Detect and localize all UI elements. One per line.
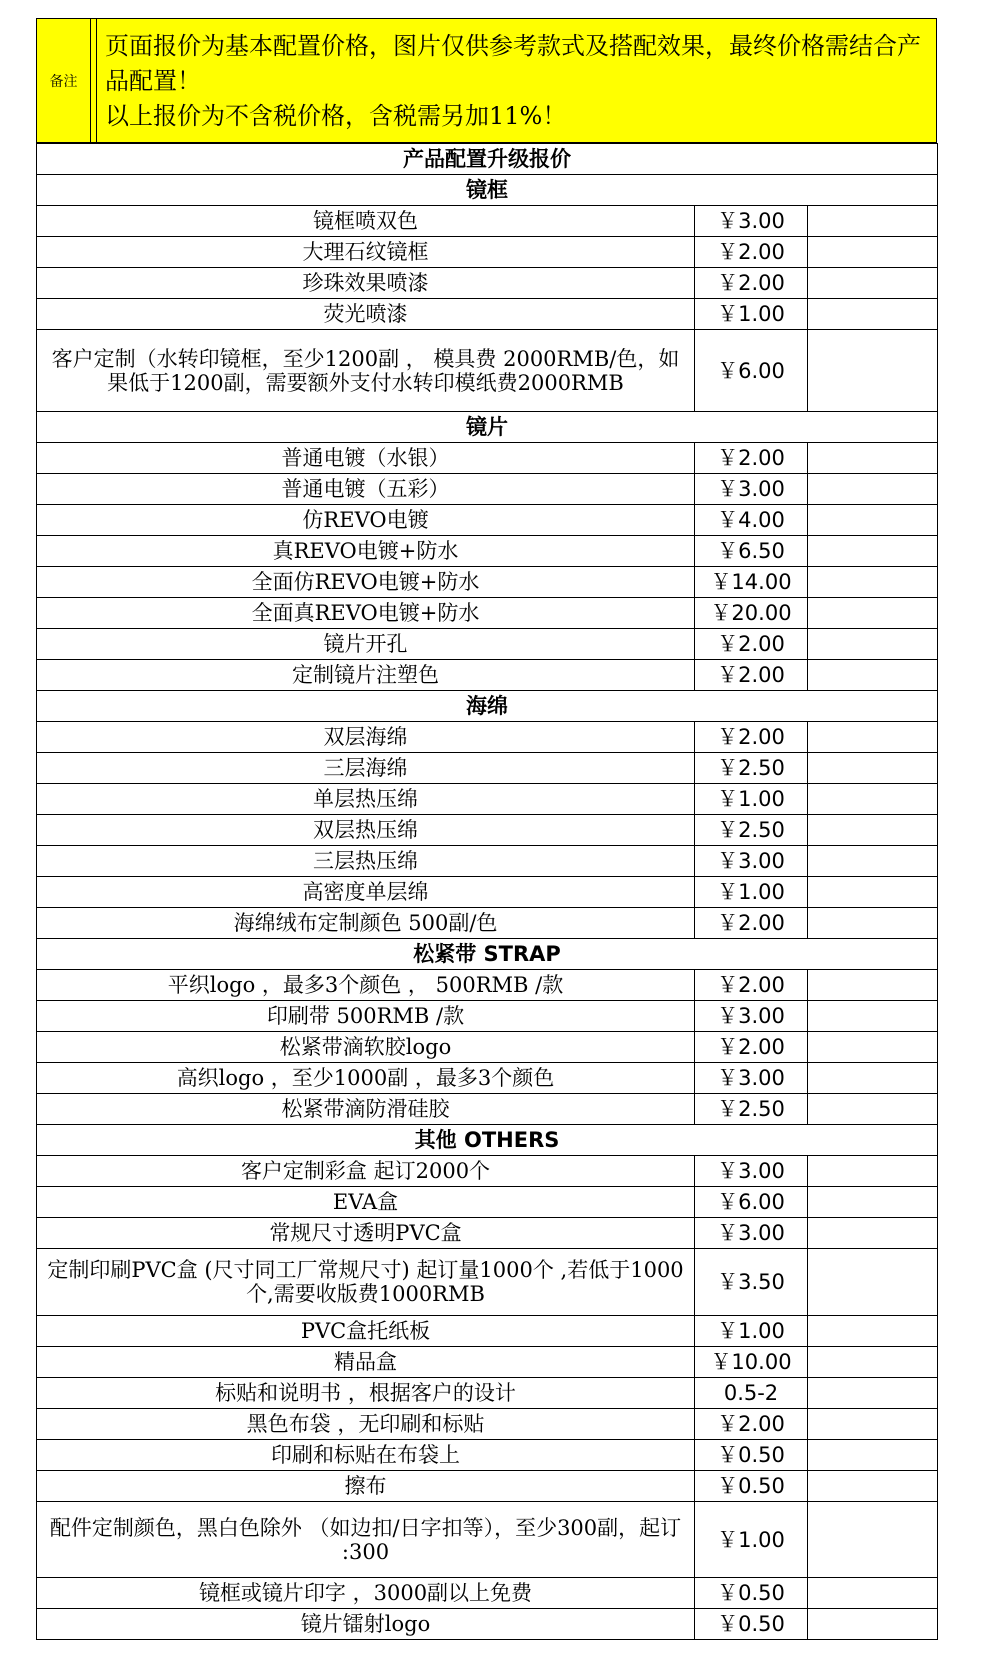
item-cell: 珍珠效果喷漆 [37,268,695,299]
section-header: 海绵 [37,691,938,722]
table-row [37,846,938,877]
item-cell: 擦布 [37,1471,695,1502]
price-cell: ￥2.50 [695,1094,808,1125]
price-cell: ￥3.00 [695,206,808,237]
blank-cell [808,443,938,474]
price-cell: ￥2.00 [695,268,808,299]
item-cell: 荧光喷漆 [37,299,695,330]
table-row [37,505,938,536]
table-row [37,1409,938,1440]
note-line-1: 页面报价为基本配置价格，图片仅供参考款式及搭配效果，最终价格需结合产品配置！ [105,32,921,95]
table-row [37,1032,938,1063]
price-cell: ￥3.00 [695,846,808,877]
item-cell: 定制镜片注塑色 [37,660,695,691]
table-row [37,598,938,629]
item-cell: 双层海绵 [37,722,695,753]
blank-cell [808,908,938,939]
note-line-2: 以上报价为不含税价格，含税需另加11%！ [105,102,567,130]
item-cell: 全面真REVO电镀+防水 [37,598,695,629]
table-row [37,629,938,660]
price-cell: ￥0.50 [695,1471,808,1502]
blank-cell [808,722,938,753]
blank-cell [808,1218,938,1249]
table-row [37,1378,938,1409]
price-cell: ￥2.00 [695,722,808,753]
price-cell: ￥2.00 [695,970,808,1001]
item-cell: PVC盒托纸板 [37,1316,695,1347]
price-cell: ￥1.00 [695,1316,808,1347]
table-row [37,1249,938,1316]
blank-cell [808,1378,938,1409]
item-cell: 平织logo ，最多3个颜色 ， 500RMB /款 [37,970,695,1001]
table-row [37,474,938,505]
table-row [37,1347,938,1378]
item-cell: 大理石纹镜框 [37,237,695,268]
item-cell: 印刷带 500RMB /款 [37,1001,695,1032]
price-cell: ￥2.00 [695,908,808,939]
price-cell: ￥1.00 [695,784,808,815]
price-cell: ￥2.00 [695,1409,808,1440]
section-header: 镜片 [37,412,938,443]
table-row [37,567,938,598]
table-row [37,206,938,237]
price-cell: ￥10.00 [695,1347,808,1378]
price-cell: ￥2.00 [695,660,808,691]
price-cell: 0.5-2 [695,1378,808,1409]
price-table [36,143,938,1640]
blank-cell [808,1578,938,1609]
blank-cell [808,268,938,299]
section-header-row [37,939,938,970]
blank-cell [808,1471,938,1502]
item-cell: 松紧带滴防滑硅胶 [37,1094,695,1125]
price-cell: ￥6.00 [695,1187,808,1218]
blank-cell [808,1156,938,1187]
blank-cell [808,1063,938,1094]
item-cell: 印刷和标贴在布袋上 [37,1440,695,1471]
table-row [37,877,938,908]
table-row [37,299,938,330]
blank-cell [808,206,938,237]
price-cell: ￥6.50 [695,536,808,567]
price-cell: ￥2.00 [695,237,808,268]
table-row [37,1187,938,1218]
table-row [37,1578,938,1609]
price-cell: ￥2.00 [695,443,808,474]
item-cell: 普通电镀（水银） [37,443,695,474]
table-row [37,268,938,299]
blank-cell [808,1316,938,1347]
blank-cell [808,1187,938,1218]
item-cell: 松紧带滴软胶logo [37,1032,695,1063]
price-cell: ￥4.00 [695,505,808,536]
blank-cell [808,815,938,846]
blank-cell [808,1032,938,1063]
price-cell: ￥2.00 [695,629,808,660]
table-row [37,722,938,753]
price-cell: ￥2.50 [695,815,808,846]
price-cell: ￥3.00 [695,1001,808,1032]
blank-cell [808,1409,938,1440]
item-cell: 双层热压绵 [37,815,695,846]
table-title: 产品配置升级报价 [37,144,938,175]
item-cell: 普通电镀（五彩） [37,474,695,505]
table-row [37,908,938,939]
price-cell: ￥3.00 [695,474,808,505]
table-row [37,443,938,474]
blank-cell [808,846,938,877]
price-cell: ￥3.50 [695,1249,808,1316]
table-row [37,237,938,268]
table-row [37,784,938,815]
price-cell: ￥3.00 [695,1156,808,1187]
item-cell: 三层热压绵 [37,846,695,877]
table-row [37,1471,938,1502]
price-table-body [37,144,938,1640]
blank-cell [808,877,938,908]
blank-cell [808,660,938,691]
blank-cell [808,330,938,412]
item-cell: 客户定制（水转印镜框，至少1200副 ， 模具费 2000RMB/色，如果低于1200副，需要额外支付水转印模纸费2000RMB [37,330,695,412]
price-cell: ￥0.50 [695,1578,808,1609]
price-cell: ￥2.50 [695,753,808,784]
item-cell: 常规尺寸透明PVC盒 [37,1218,695,1249]
section-header: 松紧带 STRAP [37,939,938,970]
item-cell: 客户定制彩盒 起订2000个 [37,1156,695,1187]
blank-cell [808,536,938,567]
item-cell: 高密度单层绵 [37,877,695,908]
table-row [37,815,938,846]
blank-cell [808,505,938,536]
section-header-row [37,412,938,443]
item-cell: 单层热压绵 [37,784,695,815]
table-row [37,1316,938,1347]
price-cell: ￥3.00 [695,1063,808,1094]
item-cell: 高织logo ，至少1000副 ，最多3个颜色 [37,1063,695,1094]
table-row [37,1094,938,1125]
blank-cell [808,970,938,1001]
table-row [37,660,938,691]
price-cell: ￥14.00 [695,567,808,598]
price-cell: ￥20.00 [695,598,808,629]
price-cell: ￥1.00 [695,1502,808,1578]
item-cell: 黑色布袋 ，无印刷和标贴 [37,1409,695,1440]
blank-cell [808,299,938,330]
section-header-row [37,691,938,722]
item-cell: 配件定制颜色，黑白色除外 （如边扣/日字扣等），至少300副，起订 :300 [37,1502,695,1578]
table-row [37,1440,938,1471]
price-cell: ￥2.00 [695,1032,808,1063]
item-cell: 仿REVO电镀 [37,505,695,536]
table-row [37,1502,938,1578]
item-cell: 真REVO电镀+防水 [37,536,695,567]
blank-cell [808,629,938,660]
item-cell: 镜框或镜片印字 ，3000副以上免费 [37,1578,695,1609]
item-cell: EVA盒 [37,1187,695,1218]
price-cell: ￥1.00 [695,877,808,908]
section-header: 镜框 [37,175,938,206]
item-cell: 标贴和说明书 ，根据客户的设计 [37,1378,695,1409]
blank-cell [808,1440,938,1471]
table-row [37,753,938,784]
blank-cell [808,1347,938,1378]
table-title-row [37,144,938,175]
blank-cell [808,567,938,598]
table-row [37,1063,938,1094]
price-cell: ￥3.00 [695,1218,808,1249]
table-row [37,1609,938,1640]
item-cell: 海绵绒布定制颜色 500副/色 [37,908,695,939]
price-sheet [36,18,937,1640]
table-row [37,970,938,1001]
price-cell: ￥0.50 [695,1440,808,1471]
item-cell: 镜框喷双色 [37,206,695,237]
blank-cell [808,784,938,815]
item-cell: 镜片镭射logo [37,1609,695,1640]
item-cell: 镜片开孔 [37,629,695,660]
item-cell: 精品盒 [37,1347,695,1378]
blank-cell [808,753,938,784]
blank-cell [808,237,938,268]
price-cell: ￥1.00 [695,299,808,330]
price-cell: ￥0.50 [695,1609,808,1640]
table-row [37,1156,938,1187]
blank-cell [808,598,938,629]
note-text [97,19,936,142]
note-label: 备注 [37,19,91,142]
table-row [37,1001,938,1032]
blank-cell [808,1502,938,1578]
section-header-row [37,1125,938,1156]
section-header: 其他 OTHERS [37,1125,938,1156]
blank-cell [808,474,938,505]
blank-cell [808,1094,938,1125]
item-cell: 三层海绵 [37,753,695,784]
item-cell: 全面仿REVO电镀+防水 [37,567,695,598]
blank-cell [808,1001,938,1032]
table-row [37,1218,938,1249]
section-header-row [37,175,938,206]
price-cell: ￥6.00 [695,330,808,412]
table-row [37,536,938,567]
table-row [37,330,938,412]
item-cell: 定制印刷PVC盒 (尺寸同工厂常规尺寸) 起订量1000个 ,若低于1000个,需要收版费1000RMB [37,1249,695,1316]
blank-cell [808,1609,938,1640]
blank-cell [808,1249,938,1316]
note-box [36,18,937,143]
